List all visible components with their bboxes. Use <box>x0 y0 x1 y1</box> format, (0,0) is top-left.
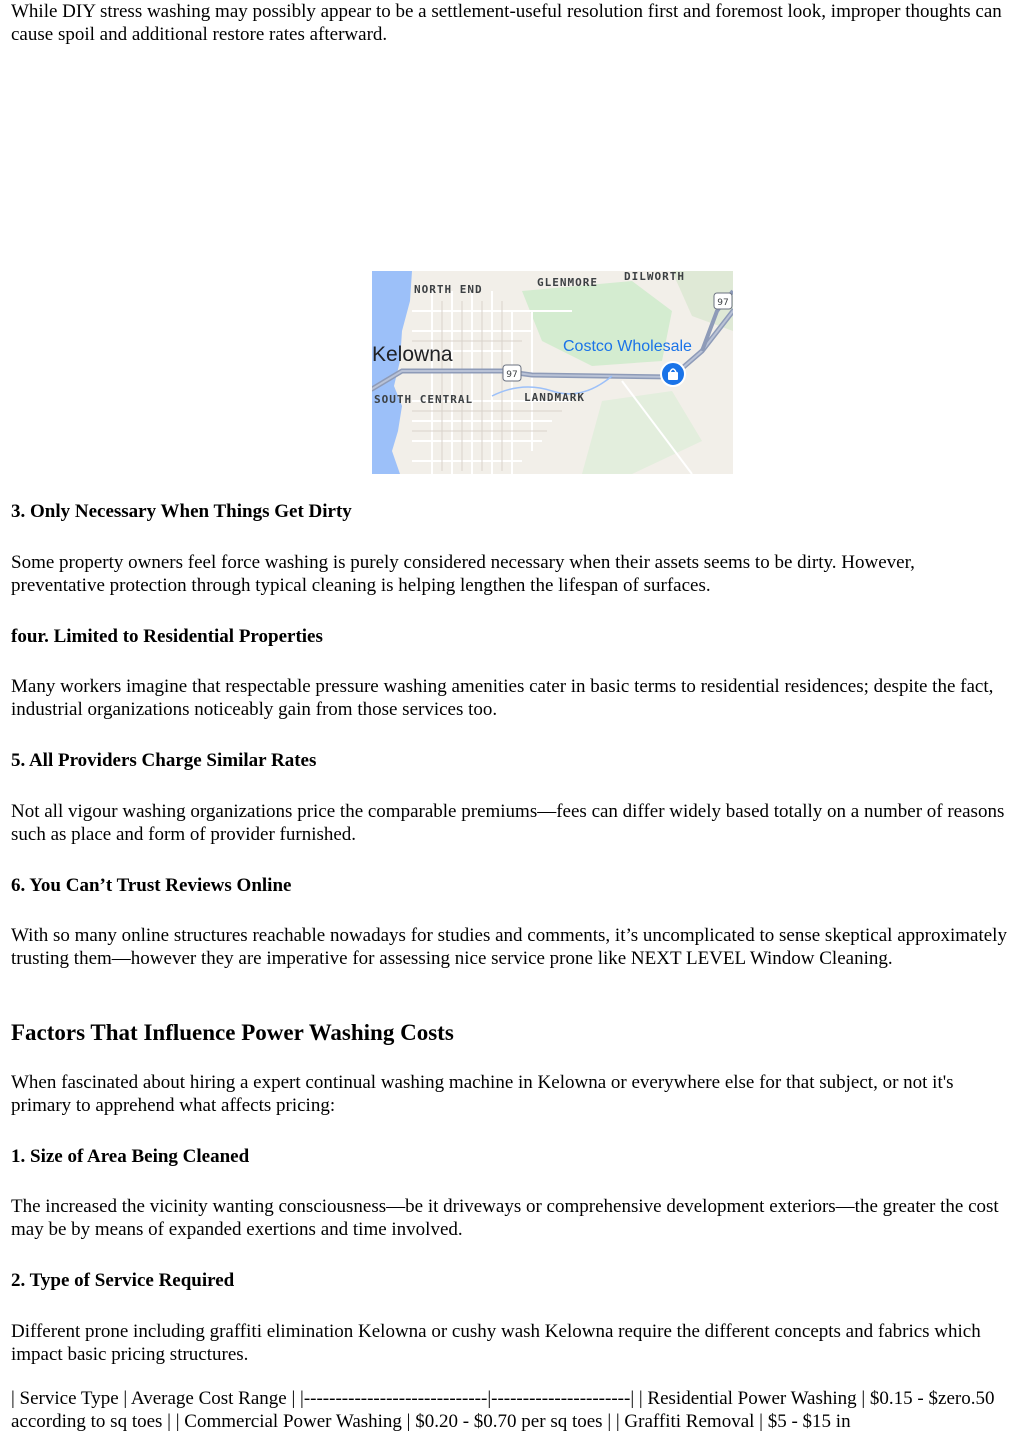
pricing-table-text-block <box>11 1387 1011 1433</box>
intro-paragraph: While DIY stress washing may possibly appear to be a settlement-useful resolution first and foremost look, improper thoughts can cause spoil and additional restore rates afterward. <box>11 1 1002 45</box>
factor-heading: 2. Type of Service Required <box>11 1270 235 1291</box>
shopping-bag-icon[interactable] <box>661 362 685 386</box>
section-6 <box>11 874 1011 897</box>
section-paragraph: With so many online structures reachable nowadays for studies and comments, it’s uncomplicated to sense skeptical approximately trusting them—however they are imperative for assessing nice service prone like NEXT LEVEL Window Cleaning. <box>11 925 1007 969</box>
map-label-north-end: NORTH END <box>414 283 483 296</box>
map-label-costco: Costco Wholesale <box>563 338 692 355</box>
hwy-97-shield-a <box>503 365 521 381</box>
section-4-body <box>11 675 1011 721</box>
factor-1 <box>11 1145 1011 1168</box>
svg-text:97: 97 <box>717 298 729 308</box>
section-4 <box>11 625 1011 648</box>
factor-paragraph: Different prone including graffiti elimination Kelowna or cushy wash Kelowna require the different concepts and fabrics which impact basic pricing structures. <box>11 1321 981 1365</box>
factors-heading: Factors That Influence Power Washing Costs <box>11 1020 454 1045</box>
section-5-body <box>11 800 1011 846</box>
factors-intro: When fascinated about hiring a expert continual washing machine in Kelowna or everywhere else for that subject, or not it's primary to apprehend what affects pricing: <box>11 1072 954 1116</box>
section-paragraph: Not all vigour washing organizations price the comparable premiums—fees can differ widely based totally on a number of reasons such as place and form of provider furnished. <box>11 801 1005 845</box>
section-heading: 6. You Can’t Trust Reviews Online <box>11 875 292 896</box>
section-heading: 3. Only Necessary When Things Get Dirty <box>11 501 352 522</box>
factor-paragraph: The increased the vicinity wanting consciousness—be it driveways or comprehensive development exteriors—the greater the cost may be by means of expanded exertions and time involved. <box>11 1196 999 1240</box>
map-label-glenmore: GLENMORE <box>537 276 598 289</box>
section-paragraph: Some property owners feel force washing is purely considered necessary when their assets seems to be dirty. However, preventative protection through typical cleaning is helping lengthen the lifespan of surfaces. <box>11 552 915 596</box>
map-graphic <box>372 271 733 474</box>
section-3 <box>11 500 1011 523</box>
hwy-97-shield-b <box>714 293 732 309</box>
factors-intro-block <box>11 1071 1011 1117</box>
map-label-south-central: SOUTH CENTRAL <box>374 393 474 406</box>
factors-heading-block <box>11 1019 1011 1047</box>
map-image[interactable] <box>372 271 733 474</box>
section-heading: four. Limited to Residential Properties <box>11 626 323 647</box>
svg-text:97: 97 <box>506 370 518 380</box>
factor-2 <box>11 1269 1011 1292</box>
section-5 <box>11 749 1011 772</box>
section-6-body <box>11 924 1011 970</box>
map-label-landmark: LANDMARK <box>524 391 585 404</box>
factor-1-body <box>11 1195 1011 1241</box>
factor-2-body <box>11 1320 1011 1366</box>
pricing-table-text: | Service Type | Average Cost Range | |-----------------------------|----------------------| | Residential Power Washing | $0.15 - $zero.50 according to sq toes | | Commercial Power Washing | $0.20 - $0.70 per sq toes | | Graffiti Removal | $5 - $15 in <box>11 1388 995 1432</box>
section-paragraph: Many workers imagine that respectable pressure washing amenities cater in basic terms to residential residences; despite the fact, industrial organizations noticeably gain from those services too. <box>11 676 994 720</box>
map-label-kelowna: Kelowna <box>372 343 453 366</box>
map-label-dilworth: DILWORTH <box>624 271 685 283</box>
section-3-body <box>11 551 1011 597</box>
factor-heading: 1. Size of Area Being Cleaned <box>11 1146 250 1167</box>
section-heading: 5. All Providers Charge Similar Rates <box>11 750 317 771</box>
